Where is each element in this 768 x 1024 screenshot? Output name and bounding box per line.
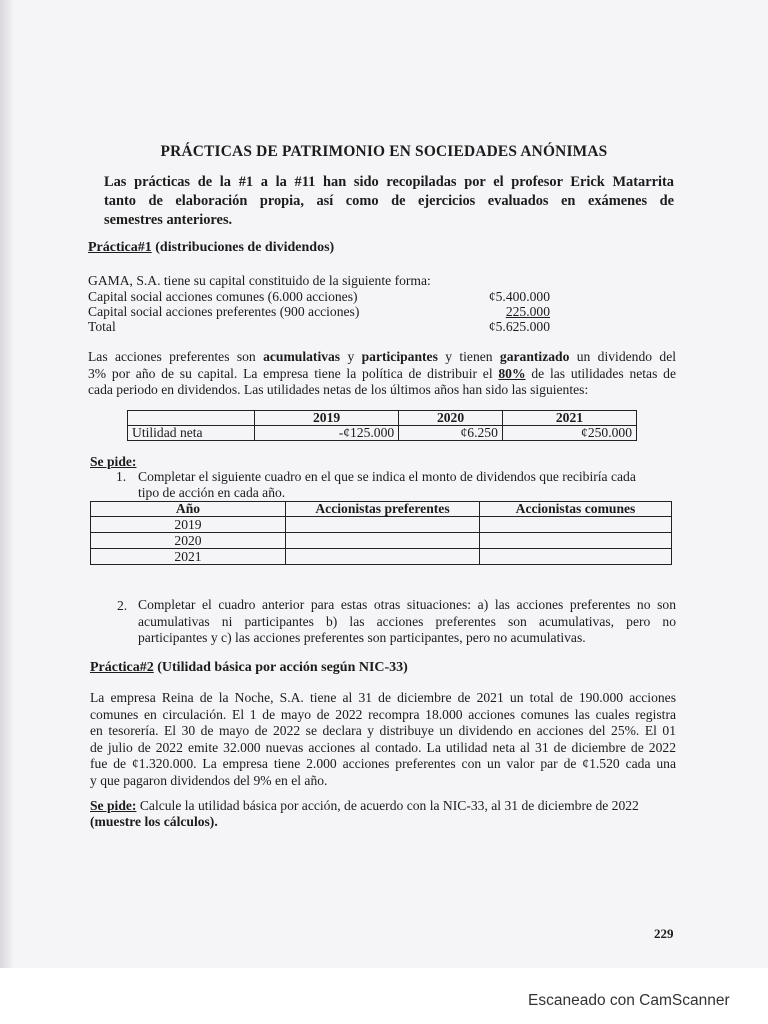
practica2-line: en tesorería. El 30 de mayo de 2022 se declara y distribuye un dividendo en acciones del 25%. El 01	[90, 723, 676, 738]
policy-text: un dividendo del	[569, 349, 677, 364]
table-row	[91, 502, 672, 517]
capital-row-amount: ¢5.625.000	[488, 319, 550, 334]
policy-line: cada periodo en dividendos. Las utilidades netas de los últimos años han sido las siguientes:	[88, 382, 589, 397]
capital-row-amount: ¢5.400.000	[488, 289, 550, 304]
se-pide-label: Se pide:	[90, 798, 137, 813]
task1-line: Completar el siguiente cuadro en el que se indica el monto de dividendos que recibiría cada	[138, 469, 636, 484]
dividend-table	[90, 501, 672, 565]
table-cell-blank[interactable]	[286, 549, 480, 565]
capital-row	[88, 289, 550, 305]
intro-line: semestres anteriores.	[104, 212, 233, 228]
practica2-paragraph	[90, 690, 676, 789]
table-row	[91, 533, 672, 549]
table-header: 2020	[399, 411, 503, 426]
policy-text: y	[340, 349, 362, 364]
table-header: Accionistas comunes	[480, 502, 672, 517]
practica2-question-text: Calcule la utilidad básica por acción, de acuerdo con la NIC-33, al 31 de diciembre de 2022	[136, 798, 639, 813]
table-cell-year: 2019	[91, 517, 286, 533]
table-cell-year: 2021	[91, 549, 286, 565]
table-row	[91, 549, 672, 565]
table-header: Accionistas preferentes	[286, 502, 480, 517]
policy-line	[88, 366, 676, 383]
page-number: 229	[654, 926, 674, 941]
table-cell-year: 2020	[91, 533, 286, 549]
profit-table	[127, 410, 637, 441]
practica2-line: comunes en circulación. El 1 de mayo de 2022 recompra 18.000 acciones comunes las cuales registra	[90, 706, 676, 722]
task2-line: acumulativas ni participantes b) las acciones preferentes son acumulativas, pero no	[138, 613, 676, 629]
table-cell: ¢250.000	[502, 426, 636, 441]
table-row	[128, 411, 637, 426]
task1-number: 1.	[116, 469, 127, 484]
table-row	[91, 517, 672, 533]
practica2-line: La empresa Reina de la Noche, S.A. tiene al 31 de diciembre de 2021 un total de 190.000 acciones	[90, 690, 676, 705]
table-cell-blank[interactable]	[286, 517, 480, 533]
table-header: Año	[91, 502, 286, 517]
policy-text: de las utilidades netas de	[525, 365, 676, 381]
intro-line: tanto de elaboración propia, así como de ejercicios evaluados en exámenes de	[104, 193, 674, 209]
capital-row-amount: 225.000	[505, 304, 550, 319]
policy-emphasis: participantes	[361, 349, 438, 364]
scanner-watermark: Escaneado con CamScanner	[528, 992, 730, 1009]
capital-row-label: Capital social acciones preferentes (900 acciones)	[88, 304, 360, 319]
table-cell-blank[interactable]	[480, 533, 672, 549]
table-header-empty	[128, 411, 255, 426]
capital-row-label: Total	[88, 319, 116, 334]
practica1-heading-label: Práctica#1	[88, 240, 152, 255]
table-cell-label: Utilidad neta	[128, 426, 255, 441]
capital-row-total	[88, 319, 550, 335]
practica2-line: fue de ¢1.320.000. La empresa tiene 2.000 acciones preferentes con un valor par de ¢1.520 cada una	[90, 756, 676, 771]
policy-emphasis: acumulativas	[263, 349, 341, 364]
policy-line	[88, 349, 676, 366]
policy-text: Las acciones preferentes son	[88, 349, 264, 364]
practica2-heading	[90, 660, 408, 676]
task2-line: Completar el cuadro anterior para estas otras situaciones: a) las acciones preferentes no son	[138, 597, 676, 612]
capital-row	[88, 304, 550, 320]
policy-emphasis: garantizado	[499, 349, 570, 364]
task2-line: participantes y c) las acciones preferentes son participantes, pero no acumulativas.	[138, 630, 586, 645]
intro-paragraph	[104, 173, 674, 230]
se-pide-label: Se pide:	[90, 454, 137, 469]
practica2-question-line2: (muestre los cálculos).	[90, 814, 218, 829]
page-title: PRÁCTICAS DE PATRIMONIO EN SOCIEDADES ANÓNIMAS	[160, 143, 608, 160]
table-header: 2019	[255, 411, 399, 426]
practica2-heading-label: Práctica#2	[90, 660, 154, 675]
table-cell-blank[interactable]	[286, 533, 480, 549]
practica2-line: y que pagaron dividendos del 9% en el año.	[90, 772, 328, 788]
task1-line: tipo de acción en cada año.	[138, 485, 286, 500]
practica2-heading-rest: (Utilidad básica por acción según NIC-33)	[153, 660, 408, 675]
task2-text	[138, 597, 676, 647]
policy-text: y tienen	[437, 349, 500, 364]
task2-number: 2.	[117, 598, 128, 613]
table-header: 2021	[502, 411, 636, 426]
policy-text: 3% por año de su capital. La empresa tiene la política de distribuir el	[88, 365, 499, 381]
practica2-line: de julio de 2022 emite 32.000 nuevas acciones al contado. La utilidad neta al 31 de diciembre de 2022	[90, 739, 676, 755]
table-cell: -¢125.000	[255, 426, 399, 441]
table-cell-blank[interactable]	[480, 549, 672, 565]
table-cell-blank[interactable]	[480, 517, 672, 533]
capital-intro: GAMA, S.A. tiene su capital constituido de la siguiente forma:	[88, 273, 431, 288]
policy-emphasis: 80%	[498, 365, 526, 381]
practica1-heading-rest: (distribuciones de dividendos)	[151, 240, 335, 255]
capital-row-label: Capital social acciones comunes (6.000 acciones)	[88, 289, 358, 304]
table-cell: ¢6.250	[399, 426, 503, 441]
policy-paragraph	[88, 349, 676, 399]
intro-line: Las prácticas de la #1 a la #11 han sido recopiladas por el profesor Erick Matarrita	[104, 174, 674, 190]
practica1-heading	[88, 240, 334, 256]
table-row	[128, 426, 637, 441]
practica2-question	[90, 798, 639, 814]
